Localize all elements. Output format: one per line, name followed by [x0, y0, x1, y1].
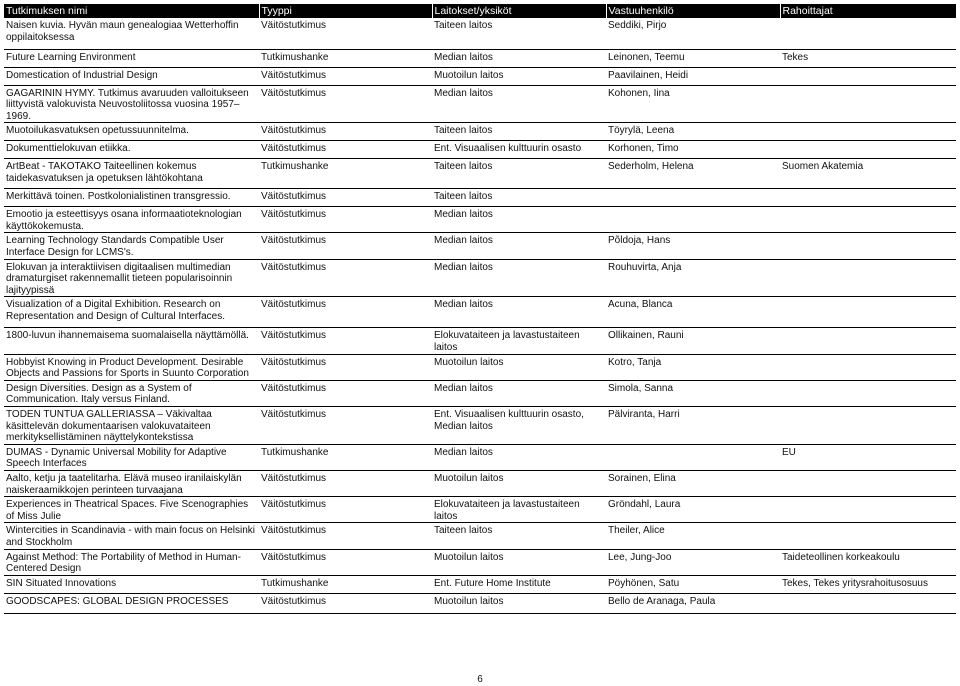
- cell-funder: [780, 354, 956, 380]
- table-row: [4, 233, 956, 259]
- cell-type: Tutkimushanke: [259, 444, 432, 470]
- cell-department: Taiteen laitos: [432, 189, 606, 207]
- cell-funder: [780, 233, 956, 259]
- cell-department: Muotoilun laitos: [432, 354, 606, 380]
- cell-type: Väitöstutkimus: [259, 497, 432, 523]
- cell-type: Väitöstutkimus: [259, 233, 432, 259]
- cell-funder: [780, 328, 956, 354]
- cell-department: Taiteen laitos: [432, 523, 606, 549]
- cell-responsible: Sorainen, Elina: [606, 470, 780, 496]
- cell-department: Taiteen laitos: [432, 123, 606, 141]
- cell-department: Ent. Visuaalisen kulttuurin osasto, Median laitos: [432, 407, 606, 445]
- cell-funder: Taideteollinen korkeakoulu: [780, 549, 956, 575]
- cell-type: Väitöstutkimus: [259, 380, 432, 406]
- cell-responsible: Töyrylä, Leena: [606, 123, 780, 141]
- cell-research-name: Hobbyist Knowing in Product Development. Desirable Objects and Passions for Sports in Suunto Corporation: [4, 354, 259, 380]
- cell-funder: [780, 259, 956, 297]
- table-row: [4, 297, 956, 328]
- cell-research-name: Domestication of Industrial Design: [4, 67, 259, 85]
- table-row: [4, 354, 956, 380]
- cell-responsible: Kotro, Tanja: [606, 354, 780, 380]
- cell-research-name: Merkittävä toinen. Postkolonialistinen transgressio.: [4, 189, 259, 207]
- cell-research-name: Emootio ja esteettisyys osana informaatioteknologian käyttökokemusta.: [4, 207, 259, 233]
- cell-department: Ent. Visuaalisen kulttuurin osasto: [432, 141, 606, 159]
- cell-funder: [780, 380, 956, 406]
- cell-funder: [780, 470, 956, 496]
- cell-research-name: Elokuvan ja interaktiivisen digitaalisen multimedian dramaturgiset rakennemallit tieteen popularisoinnin lajityypissä: [4, 259, 259, 297]
- cell-type: Väitöstutkimus: [259, 259, 432, 297]
- table-header-row: [4, 4, 956, 18]
- cell-type: Väitöstutkimus: [259, 549, 432, 575]
- cell-research-name: ArtBeat - TAKOTAKO Taiteellinen kokemus taidekasvatuksen ja opetuksen lähtökohtana: [4, 159, 259, 189]
- table-row: [4, 141, 956, 159]
- cell-type: Väitöstutkimus: [259, 470, 432, 496]
- table-row: [4, 259, 956, 297]
- cell-responsible: Korhonen, Timo: [606, 141, 780, 159]
- table-row: [4, 444, 956, 470]
- table-row: [4, 470, 956, 496]
- cell-research-name: Naisen kuvia. Hyvän maun genealogiaa Wetterhoffin oppilaitoksessa: [4, 18, 259, 49]
- cell-responsible: [606, 189, 780, 207]
- table-row: [4, 497, 956, 523]
- cell-type: Tutkimushanke: [259, 159, 432, 189]
- cell-department: Muotoilun laitos: [432, 549, 606, 575]
- cell-department: Median laitos: [432, 297, 606, 328]
- table-row: [4, 189, 956, 207]
- cell-type: Väitöstutkimus: [259, 523, 432, 549]
- table-row: [4, 123, 956, 141]
- cell-funder: [780, 593, 956, 613]
- header-responsible-person: Vastuuhenkilö: [606, 4, 780, 18]
- cell-department: Muotoilun laitos: [432, 67, 606, 85]
- cell-research-name: TODEN TUNTUA GALLERIASSA – Väkivaltaa käsittelevän dokumentaarisen valokuvataiteen merkityksellistäminen näyttelykontekstissa: [4, 407, 259, 445]
- table-row: [4, 159, 956, 189]
- cell-type: Tutkimushanke: [259, 575, 432, 593]
- cell-research-name: SIN Situated Innovations: [4, 575, 259, 593]
- table-row: [4, 207, 956, 233]
- cell-type: Väitöstutkimus: [259, 67, 432, 85]
- cell-responsible: Ollikainen, Rauni: [606, 328, 780, 354]
- cell-funder: [780, 141, 956, 159]
- cell-type: Tutkimushanke: [259, 49, 432, 67]
- cell-research-name: Dokumenttielokuvan etiikka.: [4, 141, 259, 159]
- cell-department: Ent. Future Home Institute: [432, 575, 606, 593]
- cell-type: Väitöstutkimus: [259, 354, 432, 380]
- table-row: [4, 407, 956, 445]
- cell-responsible: Bello de Aranaga, Paula: [606, 593, 780, 613]
- cell-funder: [780, 297, 956, 328]
- cell-research-name: GOODSCAPES: GLOBAL DESIGN PROCESSES: [4, 593, 259, 613]
- table-row: [4, 523, 956, 549]
- header-research-name: Tutkimuksen nimi: [4, 4, 259, 18]
- cell-responsible: Pöyhönen, Satu: [606, 575, 780, 593]
- cell-research-name: Learning Technology Standards Compatible User Interface Design for LCMS's.: [4, 233, 259, 259]
- cell-department: Median laitos: [432, 380, 606, 406]
- cell-department: Taiteen laitos: [432, 18, 606, 49]
- cell-funder: [780, 67, 956, 85]
- cell-department: Muotoilun laitos: [432, 470, 606, 496]
- cell-type: Väitöstutkimus: [259, 123, 432, 141]
- cell-department: Median laitos: [432, 49, 606, 67]
- cell-department: Elokuvataiteen ja lavastustaiteen laitos: [432, 328, 606, 354]
- cell-department: Median laitos: [432, 207, 606, 233]
- cell-funder: [780, 123, 956, 141]
- cell-type: Väitöstutkimus: [259, 141, 432, 159]
- cell-department: Elokuvataiteen ja lavastustaiteen laitos: [432, 497, 606, 523]
- cell-department: Median laitos: [432, 85, 606, 123]
- cell-responsible: Theiler, Alice: [606, 523, 780, 549]
- cell-department: Median laitos: [432, 259, 606, 297]
- cell-responsible: Põldoja, Hans: [606, 233, 780, 259]
- table-row: [4, 49, 956, 67]
- cell-research-name: DUMAS - Dynamic Universal Mobility for Adaptive Speech Interfaces: [4, 444, 259, 470]
- cell-responsible: Leinonen, Teemu: [606, 49, 780, 67]
- cell-type: Väitöstutkimus: [259, 593, 432, 613]
- cell-type: Väitöstutkimus: [259, 85, 432, 123]
- cell-funder: [780, 497, 956, 523]
- cell-department: Median laitos: [432, 233, 606, 259]
- cell-responsible: Rouhuvirta, Anja: [606, 259, 780, 297]
- cell-type: Väitöstutkimus: [259, 18, 432, 49]
- cell-type: Väitöstutkimus: [259, 207, 432, 233]
- cell-type: Väitöstutkimus: [259, 328, 432, 354]
- table-row: [4, 18, 956, 49]
- cell-research-name: Future Learning Environment: [4, 49, 259, 67]
- cell-funder: Tekes, Tekes yritysrahoitusosuus: [780, 575, 956, 593]
- cell-type: Väitöstutkimus: [259, 407, 432, 445]
- cell-funder: Tekes: [780, 49, 956, 67]
- cell-research-name: Muotoilukasvatuksen opetussuunnitelma.: [4, 123, 259, 141]
- cell-research-name: Wintercities in Scandinavia - with main focus on Helsinki and Stockholm: [4, 523, 259, 549]
- cell-responsible: Pälviranta, Harri: [606, 407, 780, 445]
- cell-responsible: Gröndahl, Laura: [606, 497, 780, 523]
- cell-funder: [780, 85, 956, 123]
- cell-type: Väitöstutkimus: [259, 189, 432, 207]
- cell-research-name: 1800-luvun ihannemaisema suomalaisella näyttämöllä.: [4, 328, 259, 354]
- table-row: [4, 85, 956, 123]
- cell-funder: EU: [780, 444, 956, 470]
- table-row: [4, 328, 956, 354]
- page-number: 6: [477, 674, 483, 685]
- cell-funder: [780, 207, 956, 233]
- table-row: [4, 549, 956, 575]
- cell-research-name: Against Method: The Portability of Method in Human-Centered Design: [4, 549, 259, 575]
- cell-funder: [780, 523, 956, 549]
- cell-responsible: Sederholm, Helena: [606, 159, 780, 189]
- research-table: [4, 4, 957, 614]
- cell-department: Muotoilun laitos: [432, 593, 606, 613]
- cell-research-name: Aalto, ketju ja taatelitarha. Elävä museo iranilaiskylän naiskeraamikkojen perinteen turvaajana: [4, 470, 259, 496]
- cell-funder: [780, 18, 956, 49]
- cell-research-name: Design Diversities. Design as a System of Communication. Italy versus Finland.: [4, 380, 259, 406]
- table-row: [4, 380, 956, 406]
- cell-research-name: Experiences in Theatrical Spaces. Five Scenographies of Miss Julie: [4, 497, 259, 523]
- cell-responsible: Paavilainen, Heidi: [606, 67, 780, 85]
- table-row: [4, 593, 956, 613]
- cell-research-name: GAGARININ HYMY. Tutkimus avaruuden valloitukseen liittyvistä valokuvista Neuvostoliitossa vuosina 1957–1969.: [4, 85, 259, 123]
- cell-department: Median laitos: [432, 444, 606, 470]
- header-funders: Rahoittajat: [780, 4, 956, 18]
- cell-funder: [780, 407, 956, 445]
- header-departments: Laitokset/yksiköt: [432, 4, 606, 18]
- cell-funder: Suomen Akatemia: [780, 159, 956, 189]
- header-type: Tyyppi: [259, 4, 432, 18]
- cell-responsible: Simola, Sanna: [606, 380, 780, 406]
- cell-responsible: [606, 207, 780, 233]
- cell-department: Taiteen laitos: [432, 159, 606, 189]
- table-row: [4, 575, 956, 593]
- cell-funder: [780, 189, 956, 207]
- cell-responsible: Seddiki, Pirjo: [606, 18, 780, 49]
- cell-responsible: [606, 444, 780, 470]
- cell-responsible: Acuna, Blanca: [606, 297, 780, 328]
- table-row: [4, 67, 956, 85]
- cell-responsible: Kohonen, Iina: [606, 85, 780, 123]
- cell-responsible: Lee, Jung-Joo: [606, 549, 780, 575]
- cell-research-name: Visualization of a Digital Exhibition. Research on Representation and Design of Cultural Interfaces.: [4, 297, 259, 328]
- cell-type: Väitöstutkimus: [259, 297, 432, 328]
